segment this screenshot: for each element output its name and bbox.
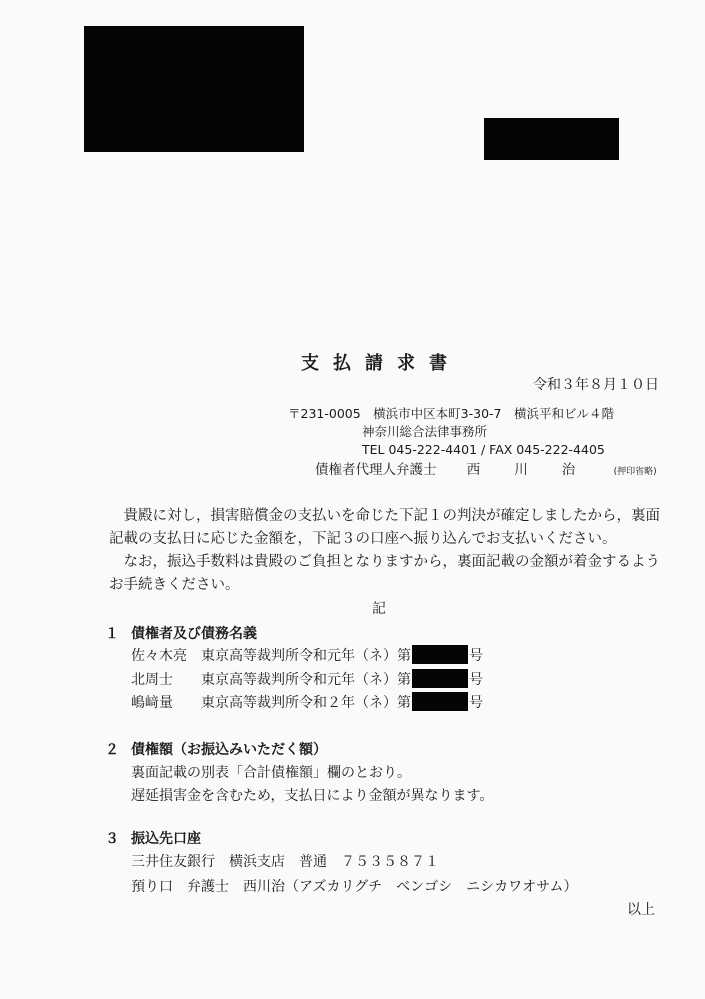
redaction-box-top-right: [484, 118, 619, 160]
creditor-name: 佐々木亮: [131, 648, 187, 664]
signer-name: 西川治: [466, 462, 610, 478]
body-line: 貴殿に対し，損害賠償金の支払いを命じた下記１の判決が確定しましたから，裏面: [109, 508, 660, 524]
case-court: 東京高等裁判所令和元年（ネ）第: [201, 672, 411, 688]
section-title: 振込先口座: [131, 831, 201, 847]
signer-role: 債権者代理人弁護士: [315, 462, 437, 478]
signer-line: [315, 458, 657, 478]
section-number: ３: [105, 831, 119, 847]
page-title: 支払請求書: [301, 353, 461, 374]
redaction-box-top-left: [84, 26, 304, 152]
bank-account-line: 三井住友銀行 横浜支店 普通 ７５３５８７１: [131, 854, 439, 870]
case-court: 東京高等裁判所令和元年（ネ）第: [201, 648, 411, 664]
redaction-case-number: [412, 645, 468, 664]
sender-office: 神奈川総合法律事務所: [362, 424, 488, 439]
sender-address: 〒231-0005 横浜市中区本町3-30-7 横浜平和ビル４階: [288, 406, 615, 421]
redaction-case-number: [412, 692, 468, 711]
redaction-case-number: [412, 669, 468, 688]
creditor-name: 嶋﨑量: [131, 695, 173, 711]
section-1-heading: [105, 623, 257, 643]
issue-date: 令和３年８月１０日: [533, 377, 659, 393]
body-line: お手続きください。: [109, 577, 240, 593]
creditor-name: 北周士: [131, 672, 173, 688]
case-suffix: 号: [469, 695, 483, 711]
ki-marker: 記: [372, 601, 386, 617]
section-title: 債権者及び債務名義: [131, 626, 257, 642]
creditor-row: [131, 669, 483, 689]
section-2-heading: [105, 739, 327, 759]
section-number: ２: [105, 742, 119, 758]
creditor-row: [131, 692, 483, 712]
case-suffix: 号: [469, 672, 483, 688]
section-number: １: [105, 626, 119, 642]
body-paragraph: [109, 505, 660, 597]
sender-block: [288, 405, 614, 459]
closing-ijo: 以上: [627, 902, 655, 918]
account-holder-line: 預り口 弁護士 西川治（アズカリグチ ベンゴシ ニシカワオサム）: [131, 879, 578, 895]
section-2-line: 裏面記載の別表「合計債権額」欄のとおり。: [131, 765, 411, 781]
creditor-row: [131, 645, 483, 665]
sender-contact: TEL 045-222-4401 / FAX 045-222-4405: [362, 442, 605, 457]
section-title: 債権額（お振込みいただく額）: [131, 742, 327, 758]
case-suffix: 号: [469, 648, 483, 664]
body-line: 記載の支払日に応じた金額を，下記３の口座へ振り込んでお支払いください。: [109, 531, 617, 547]
section-3-heading: [105, 828, 201, 848]
seal-omitted-note: (押印省略): [613, 467, 657, 477]
section-2-line: 遅延損害金を含むため，支払日により金額が異なります。: [131, 788, 494, 804]
body-line: なお，振込手数料は貴殿のご負担となりますから，裏面記載の金額が着金するよう: [109, 554, 660, 570]
case-court: 東京高等裁判所令和２年（ネ）第: [201, 695, 411, 711]
